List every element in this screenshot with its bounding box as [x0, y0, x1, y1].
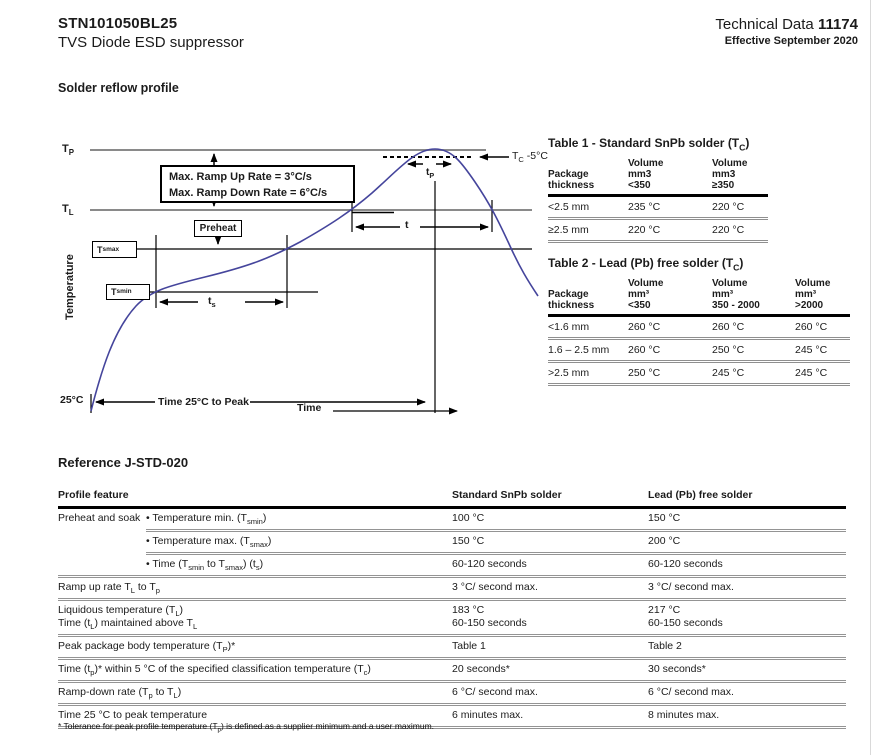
- reference-table: [58, 487, 846, 734]
- reference-header-row: [58, 487, 846, 508]
- table1-header-row: [548, 158, 768, 196]
- tp-label: $T_P$: [62, 143, 75, 158]
- reference-feature-cell: Ramp up rate $T_L$ to $T_p$: [58, 577, 452, 600]
- reference-table-section: [58, 487, 846, 734]
- reference-col-header: Standard SnPb solder: [452, 487, 648, 508]
- reference-snpb-cell: Table 1: [452, 636, 648, 659]
- table-row: [548, 196, 768, 219]
- table2-cell: 250 °C: [628, 362, 712, 385]
- table2-cell: 260 °C: [628, 316, 712, 339]
- table-row: [548, 339, 850, 362]
- table1-cell: 220 °C: [712, 219, 768, 242]
- reference-snpb-cell: 100 °C: [452, 508, 648, 531]
- footnote: * Tolerance for peak profile temperature $(T_p)$ is defined as a supplier minimum and a user maximum.: [58, 721, 435, 734]
- table2-cell: 260 °C: [795, 316, 850, 339]
- table2-header-row: [548, 278, 850, 316]
- ramp-rate-note-box: [160, 165, 355, 203]
- table1-section: [548, 136, 770, 243]
- reference-col-header: Lead (Pb) free solder: [648, 487, 846, 508]
- table2-col-header: Volume mm³ 350 - 2000: [712, 278, 795, 316]
- table1-cell: ≥2.5 mm: [548, 219, 628, 242]
- table1-cell: 220 °C: [712, 196, 768, 219]
- table1-cell: <2.5 mm: [548, 196, 628, 219]
- reference-pbfree-cell: 217 °C 60-150 seconds: [648, 600, 846, 636]
- table2-cell: 260 °C: [628, 339, 712, 362]
- doc-number: 11174: [817, 16, 858, 33]
- table-row: [58, 600, 846, 636]
- reference-pbfree-cell: 150 °C: [648, 508, 846, 531]
- tsmax-label-box: T smax: [92, 241, 137, 258]
- reference-pbfree-cell: 30 seconds*: [648, 659, 846, 682]
- time-to-peak-label: Time 25°C to Peak: [158, 396, 249, 408]
- tp-span-label: $t_P$: [426, 167, 435, 180]
- start-temp-label: 25°C: [60, 394, 84, 406]
- table2-cell: <1.6 mm: [548, 316, 628, 339]
- table1-col-header: Package thickness: [548, 158, 628, 196]
- table2-cell: 245 °C: [795, 362, 850, 385]
- header-left: [58, 14, 244, 52]
- reference-snpb-cell: 6 °C/ second max.: [452, 682, 648, 705]
- table2-section: [548, 256, 852, 386]
- table1-col-header: Volume mm3 ≥350: [712, 158, 768, 196]
- reference-feature-cell: • Temperature max. $(T_{smax})$: [146, 531, 452, 554]
- table1: [548, 158, 768, 243]
- table2-cell: 245 °C: [795, 339, 850, 362]
- reference-pbfree-cell: 60-120 seconds: [648, 554, 846, 577]
- part-subtitle: TVS Diode ESD suppressor: [58, 34, 244, 51]
- doc-type: Technical Data: [715, 16, 818, 33]
- reference-snpb-cell: 150 °C: [452, 531, 648, 554]
- table2-cell: 1.6 – 2.5 mm: [548, 339, 628, 362]
- reference-pbfree-cell: Table 2: [648, 636, 846, 659]
- page-edge-line: [870, 0, 871, 755]
- ts-span-label: $t_s$: [208, 295, 216, 310]
- reference-pbfree-cell: 200 °C: [648, 531, 846, 554]
- table-row: [58, 508, 846, 531]
- reference-snpb-cell: 6 minutes max.: [452, 705, 648, 728]
- table1-title: Table 1 - Standard SnPb solder $(T_C)$: [548, 136, 750, 153]
- table2-col-header: Volume mm³ >2000: [795, 278, 850, 316]
- reference-snpb-cell: 3 °C/ second max.: [452, 577, 648, 600]
- ramp-up-note: Max. Ramp Up Rate = 3°C/s: [169, 171, 312, 183]
- table-row: [58, 531, 846, 554]
- reference-feature-cell: Ramp-down rate ($T_p$ to $T_L$): [58, 682, 452, 705]
- t-span-label: t: [405, 219, 409, 231]
- table2-col-header: Package thickness: [548, 278, 628, 316]
- reference-snpb-cell: 60-120 seconds: [452, 554, 648, 577]
- doc-title: [715, 16, 858, 33]
- x-axis-label: Time: [297, 402, 322, 414]
- table2-title: Table 2 - Lead (Pb) free solder $(T_C)$: [548, 256, 744, 273]
- table-row: [58, 554, 846, 577]
- table-row: [548, 316, 850, 339]
- reference-pbfree-cell: 8 minutes max.: [648, 705, 846, 728]
- table-row: [58, 636, 846, 659]
- table-row: [58, 682, 846, 705]
- table1-cell: 235 °C: [628, 196, 712, 219]
- table2-col-header: Volume mm³ <350: [628, 278, 712, 316]
- reference-feature-cell: • Temperature min. $(T_{smin})$: [146, 508, 452, 531]
- tsmin-label-box: T smin: [106, 284, 150, 300]
- tl-label: $T_L$: [62, 203, 74, 218]
- table2-cell: 250 °C: [712, 339, 795, 362]
- reference-group-cell: Preheat and soak: [58, 508, 146, 577]
- header-right: [715, 16, 858, 47]
- tc-minus5-label: $T_C$ -5°C: [512, 150, 548, 165]
- reference-col-header: Profile feature: [58, 487, 452, 508]
- table-row: [58, 659, 846, 682]
- table2-cell: 260 °C: [712, 316, 795, 339]
- reference-feature-cell: • Time ($T_{smin}$ to $T_{smax}$) $(t_s)$: [146, 554, 452, 577]
- reference-feature-cell: Time $(t_p)*$ within 5 °C of the specified classification temperature $(T_c)$: [58, 659, 452, 682]
- ramp-down-note: Max. Ramp Down Rate = 6°C/s: [169, 187, 328, 199]
- table-row: [548, 362, 850, 385]
- reference-pbfree-cell: 6 °C/ second max.: [648, 682, 846, 705]
- part-number: STN101050BL25: [58, 15, 178, 32]
- reference-feature-cell: Time 25 °C to peak temperature: [58, 705, 452, 728]
- table2-cell: 245 °C: [712, 362, 795, 385]
- section-title: Solder reflow profile: [58, 81, 179, 95]
- doc-effective-date: Effective September 2020: [724, 35, 858, 47]
- preheat-label-box: Preheat: [194, 220, 242, 237]
- table-row: [58, 577, 846, 600]
- table1-col-header: Volume mm3 <350: [628, 158, 712, 196]
- reference-snpb-cell: 20 seconds*: [452, 659, 648, 682]
- table2: [548, 278, 850, 386]
- y-axis-label: Temperature: [64, 254, 76, 320]
- reference-feature-cell: Liquidous temperature $(T_L)$ Time $(t_L)$ maintained above $T_L$: [58, 600, 452, 636]
- reference-pbfree-cell: 3 °C/ second max.: [648, 577, 846, 600]
- table2-cell: >2.5 mm: [548, 362, 628, 385]
- reference-title: Reference J-STD-020: [58, 455, 189, 470]
- reference-snpb-cell: 183 °C 60-150 seconds: [452, 600, 648, 636]
- table-row: [548, 219, 768, 242]
- reference-feature-cell: Peak package body temperature $(T_P)*$: [58, 636, 452, 659]
- table1-cell: 220 °C: [628, 219, 712, 242]
